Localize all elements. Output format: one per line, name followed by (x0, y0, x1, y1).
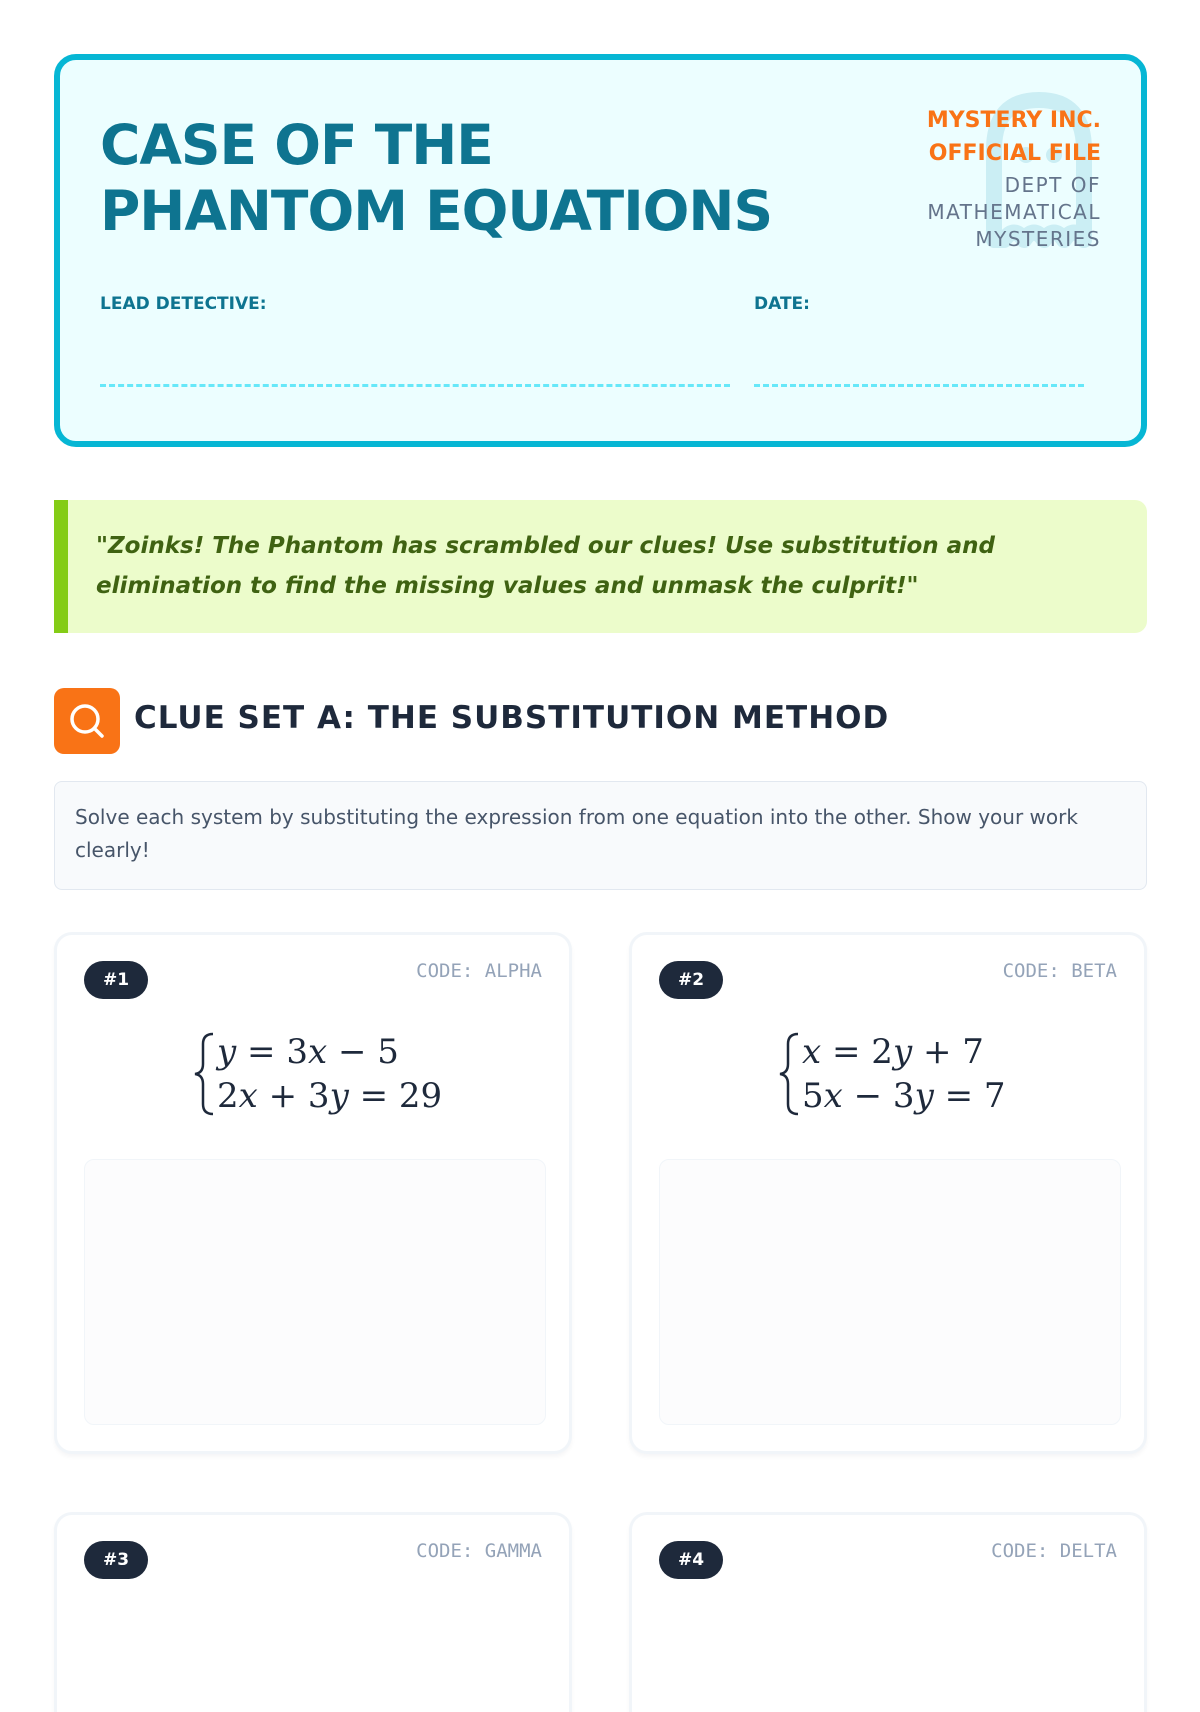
equation-1: x = 2y + 7 (802, 1032, 984, 1072)
problem-badge: #3 (84, 1541, 148, 1579)
problem-code: CODE: BETA (1002, 960, 1117, 982)
problem-card-4 (629, 1512, 1147, 1712)
problem-code: CODE: DELTA (991, 1540, 1117, 1562)
problem-code: CODE: ALPHA (416, 960, 542, 982)
problem-badge: #4 (659, 1541, 723, 1579)
equation-system (57, 1029, 569, 1119)
work-area[interactable] (84, 1159, 546, 1425)
intro-quote (54, 500, 1147, 633)
date-label: DATE: (754, 294, 810, 314)
problem-badge: #1 (84, 961, 148, 999)
dept-line-3: MYSTERIES (975, 227, 1101, 251)
title-line-2: PHANTOM EQUATIONS (100, 179, 773, 243)
problem-card-3 (54, 1512, 572, 1712)
title-line-1: CASE OF THE (100, 113, 493, 177)
official-file-stamp (927, 104, 1101, 253)
work-area[interactable] (659, 1159, 1121, 1425)
problem-card-1 (54, 932, 572, 1454)
date-field[interactable] (754, 384, 1084, 387)
problem-card-2 (629, 932, 1147, 1454)
equation-1: y = 3x − 5 (217, 1032, 399, 1072)
equation-system (632, 1029, 1144, 1119)
lead-detective-field[interactable] (100, 384, 730, 387)
section-title: CLUE SET A: THE SUBSTITUTION METHOD (134, 700, 890, 736)
org-line-2: OFFICIAL FILE (928, 141, 1101, 166)
equation-2: 2x + 3y = 29 (217, 1076, 443, 1116)
case-file-header (54, 54, 1147, 447)
problem-code: CODE: GAMMA (416, 1540, 542, 1562)
dept-line-1: DEPT OF (1004, 173, 1101, 197)
section-icon-box (54, 688, 120, 754)
org-line-1: MYSTERY INC. (926, 108, 1101, 133)
section-instructions: Solve each system by substituting the expression from one equation into the other. Show your work clearly! (54, 781, 1147, 890)
magnifier-icon (67, 701, 107, 741)
equation-2: 5x − 3y = 7 (802, 1076, 1006, 1116)
problem-badge: #2 (659, 961, 723, 999)
quote-text: "Zoinks! The Phantom has scrambled our clues! Use substitution and elimination to find the missing values and unmask the culprit!" (96, 533, 995, 599)
dept-line-2: MATHEMATICAL (927, 200, 1101, 224)
page-title (100, 112, 820, 244)
lead-detective-label: LEAD DETECTIVE: (100, 294, 267, 314)
